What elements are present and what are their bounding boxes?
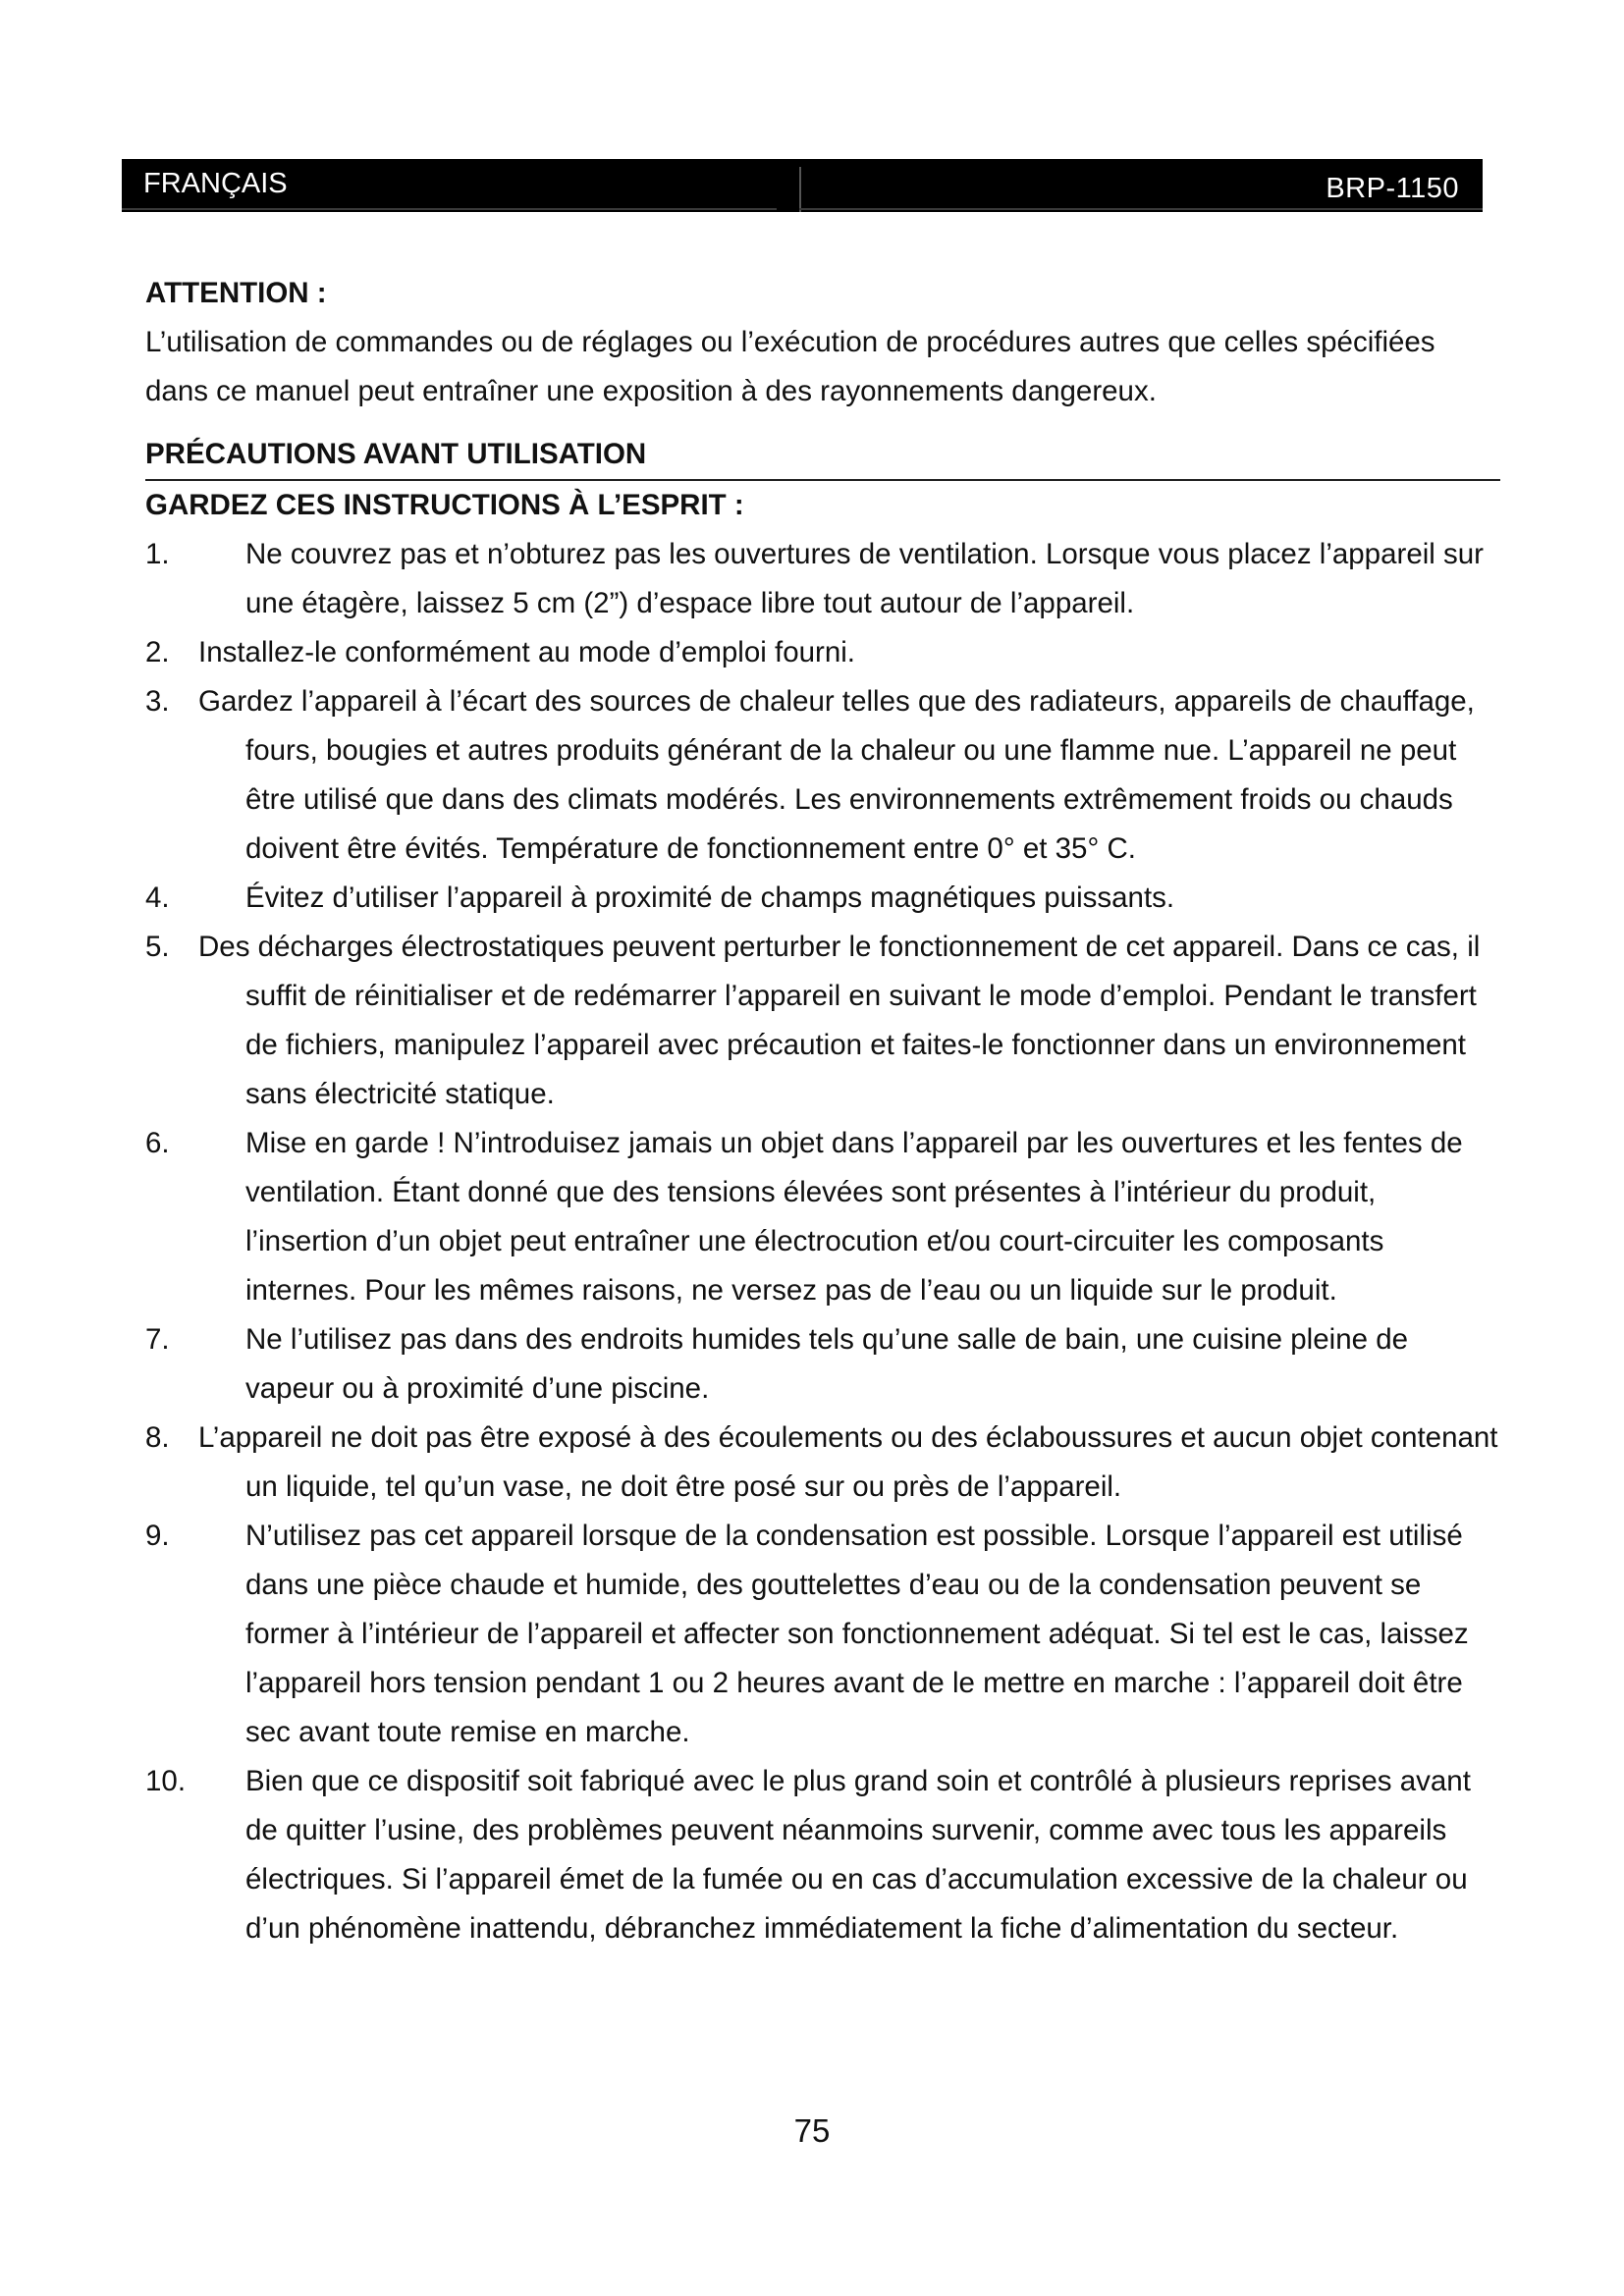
item-text: Ne l’utilisez pas dans des endroits humides tels qu’une salle de bain, une cuisine pleine de vapeur ou à proximité d’une piscine. [245,1323,1409,1405]
list-item [145,677,1500,874]
list-item [145,530,1500,628]
page-content [145,269,1500,1953]
header-underline-left [122,208,777,210]
section-subtitle: GARDEZ CES INSTRUCTIONS À L’ESPRIT : [145,489,744,521]
item-text: Mise en garde ! N’introduisez jamais un objet dans l’appareil par les ouvertures et les fentes de ventilation. Étant donné que des tensions élevées sont présentes à l’intérieur du produit, l’insertion d’un objet peut entraîner une électrocution et/ou court-circuiter les composants internes. Pour les mêmes raisons, ne versez pas de l’eau ou un liquide sur le produit. [245,1127,1463,1307]
item-number: 4. [145,881,170,914]
list-item [145,1512,1500,1757]
list-item [145,874,1500,923]
item-number: 10. [145,1765,187,1797]
item-text: N’utilisez pas cet appareil lorsque de la condensation est possible. Lorsque l’appareil est utilisé dans une pièce chaude et humide, des gouttelettes d’eau ou de la condensation peuvent se former à l’intérieur de l’appareil et affecter son fonctionnement adéquat. Si tel est le cas, laissez l’appareil hors tension pendant 1 ou 2 heures avant de le mettre en marche : l’appareil doit être sec avant toute remise en marche. [245,1520,1469,1748]
list-item [145,1414,1500,1512]
item-text: Gardez l’appareil à l’écart des sources de chaleur telles que des radiateurs, appareils de chauffage, fours, bougies et autres produits générant de la chaleur ou une flamme nue. L’appareil ne peut être utilisé que dans des climats modérés. Les environnements extrêmement froids ou chauds doivent être évités. Température de fonctionnement entre 0° et 35° C. [198,685,1475,865]
item-number: 6. [145,1127,170,1159]
list-item [145,1119,1500,1315]
spacer [145,416,1500,430]
item-number: 3. [145,685,170,718]
list-item [145,1757,1500,1953]
header-separator [799,167,801,212]
item-text: Des décharges électrostatiques peuvent perturber le fonctionnement de cet appareil. Dans ce cas, il suffit de réinitialiser et de redémarrer l’appareil en suivant le mode d’emploi. Pendant le transfert de fichiers, manipulez l’appareil avec précaution et faites-le fonctionner dans un environnement sans électricité statique. [198,931,1481,1110]
item-number: 5. [145,931,170,963]
item-number: 8. [145,1421,170,1454]
item-number: 1. [145,538,170,570]
item-text: Bien que ce dispositif soit fabriqué avec le plus grand soin et contrôlé à plusieurs reprises avant de quitter l’usine, des problèmes peuvent néanmoins survenir, comme avec tous les appareils électriques. Si l’appareil émet de la fumée ou en cas d’accumulation excessive de la chaleur ou d’un phénomène inattendu, débranchez immédiatement la fiche d’alimentation du secteur. [245,1765,1471,1945]
item-number: 9. [145,1520,170,1552]
list-item [145,923,1500,1119]
list-item [145,1315,1500,1414]
section-title: PRÉCAUTIONS AVANT UTILISATION [145,430,1500,481]
warning-text: L’utilisation de commandes ou de réglages ou l’exécution de procédures autres que celles spécifiées dans ce manuel peut entraîner une exposition à des rayonnements dangereux. [145,326,1435,407]
list-item [145,628,1500,677]
page-number: 75 [793,2112,831,2149]
header-language: FRANÇAIS [143,168,288,199]
header-model: BRP-1150 [1326,173,1459,204]
warning-title: ATTENTION : [145,277,327,309]
item-text: L’appareil ne doit pas être exposé à des écoulements ou des éclaboussures et aucun objet contenant un liquide, tel qu’un vase, ne doit être posé sur ou près de l’appareil. [198,1421,1498,1503]
item-number: 2. [145,636,170,668]
page-header [122,159,1483,212]
header-underline-right [799,208,1483,210]
item-text: Ne couvrez pas et n’obturez pas les ouvertures de ventilation. Lorsque vous placez l’appareil sur une étagère, laissez 5 cm (2”) d’espace libre tout autour de l’appareil. [245,538,1485,619]
precautions-list [145,530,1500,1953]
item-number: 7. [145,1323,170,1356]
item-text: Installez-le conformément au mode d’emploi fourni. [198,636,855,668]
item-text: Évitez d’utiliser l’appareil à proximité de champs magnétiques puissants. [245,881,1175,914]
